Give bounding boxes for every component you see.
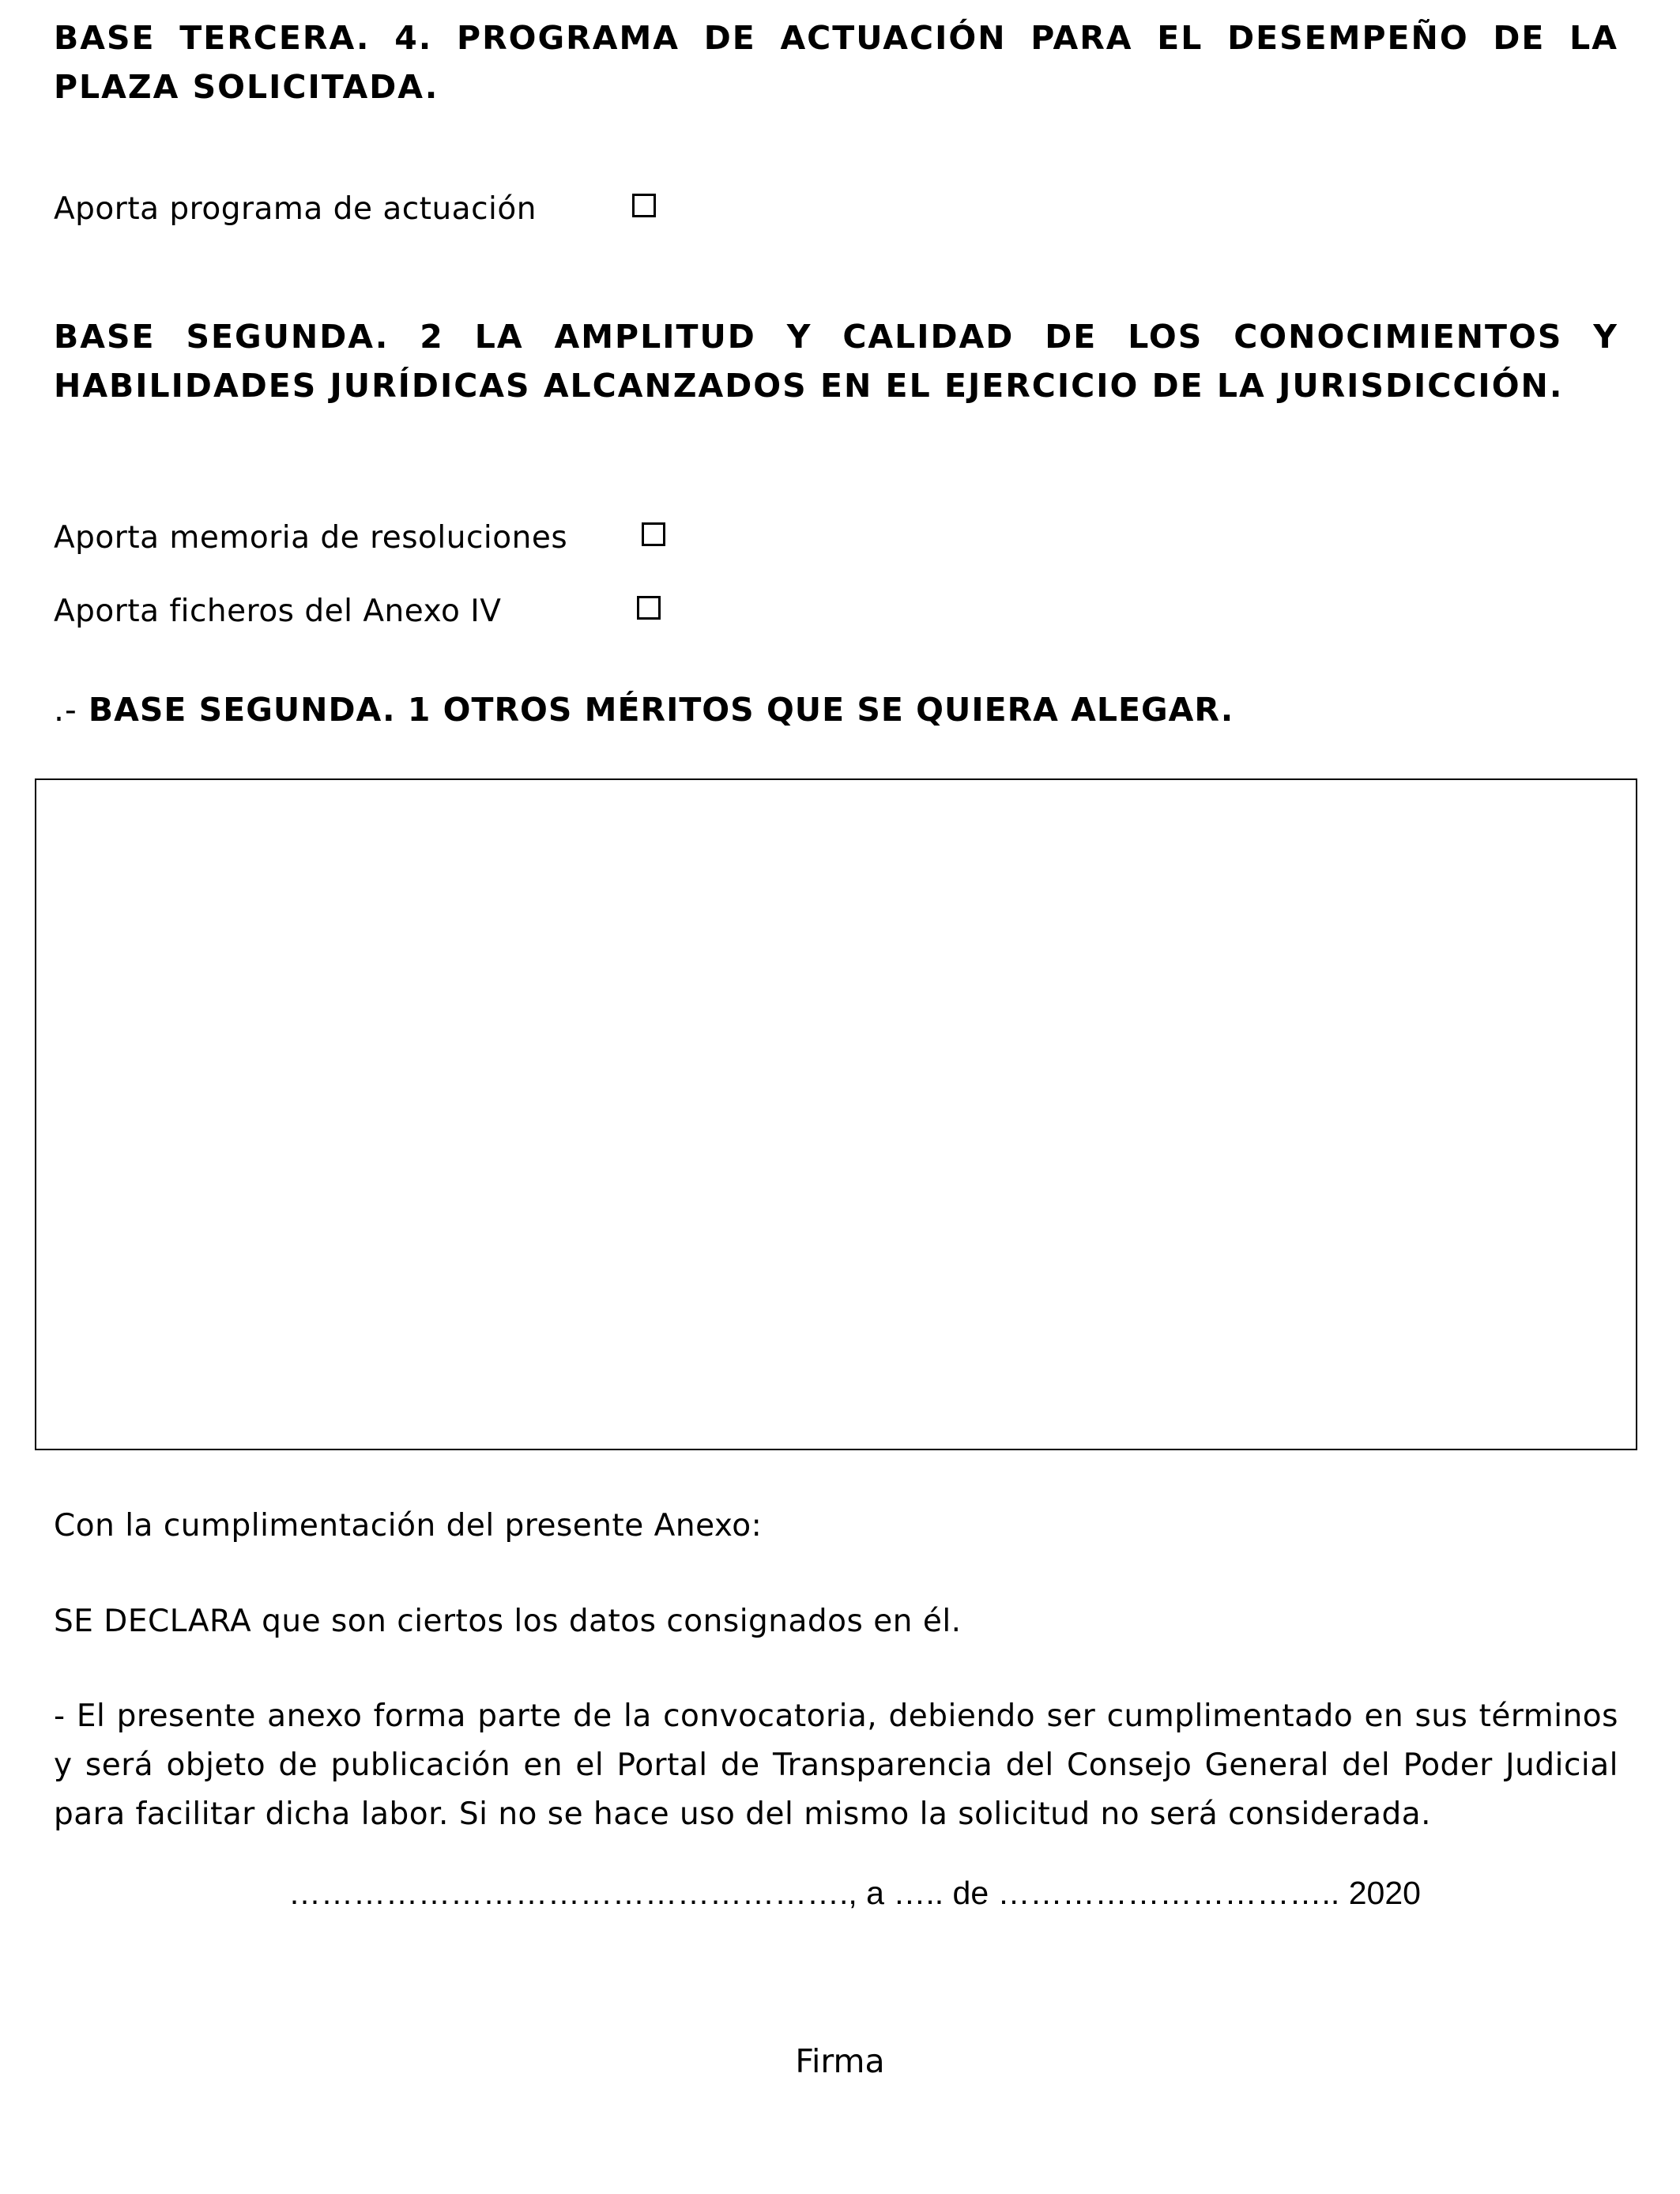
section-heading-otros-meritos — [54, 686, 1234, 733]
declaration-note: - El presente anexo forma parte de la convocatoria, debiendo ser cumplimentado en sus términos y será objeto de publicación en el Portal de Transparencia del Consejo General del Poder Judicial para facilitar dicha labor. Si no se hace uso del mismo la solicitud no será considerada. — [54, 1698, 1618, 1832]
declaration-statement: SE DECLARA que son ciertos los datos consignados en él. — [54, 1604, 962, 1639]
otros-meritos-textbox[interactable] — [35, 778, 1637, 1450]
checkbox-ficheros[interactable] — [637, 596, 661, 620]
section-heading-programa: BASE TERCERA. 4. PROGRAMA DE ACTUACIÓN PARA EL DESEMPEÑO DE LA PLAZA SOLICITADA. — [54, 19, 1618, 106]
item-label-memoria: Aporta memoria de resoluciones — [54, 520, 568, 556]
section-heading-otros-meritos-text: BASE SEGUNDA. 1 OTROS MÉRITOS QUE SE QUIERA ALEGAR. — [88, 691, 1234, 729]
item-label-ficheros: Aporta ficheros del Anexo IV — [54, 594, 502, 629]
date-line: ……………………………………………., a ….. de ………………………….. 2020 — [288, 1875, 1421, 1911]
checkbox-memoria[interactable] — [642, 522, 665, 546]
checkbox-programa[interactable] — [632, 194, 656, 217]
declaration-intro: Con la cumplimentación del presente Anexo: — [54, 1508, 763, 1544]
section-heading-prefix: .- — [54, 691, 89, 729]
item-label-programa: Aporta programa de actuación — [54, 191, 537, 227]
signature-label: Firma — [795, 2042, 885, 2080]
section-heading-conocimientos: BASE SEGUNDA. 2 LA AMPLITUD Y CALIDAD DE LOS CONOCIMIENTOS Y HABILIDADES JURÍDICAS ALCANZADOS EN EL EJERCICIO DE LA JURISDICCIÓN. — [54, 318, 1618, 405]
